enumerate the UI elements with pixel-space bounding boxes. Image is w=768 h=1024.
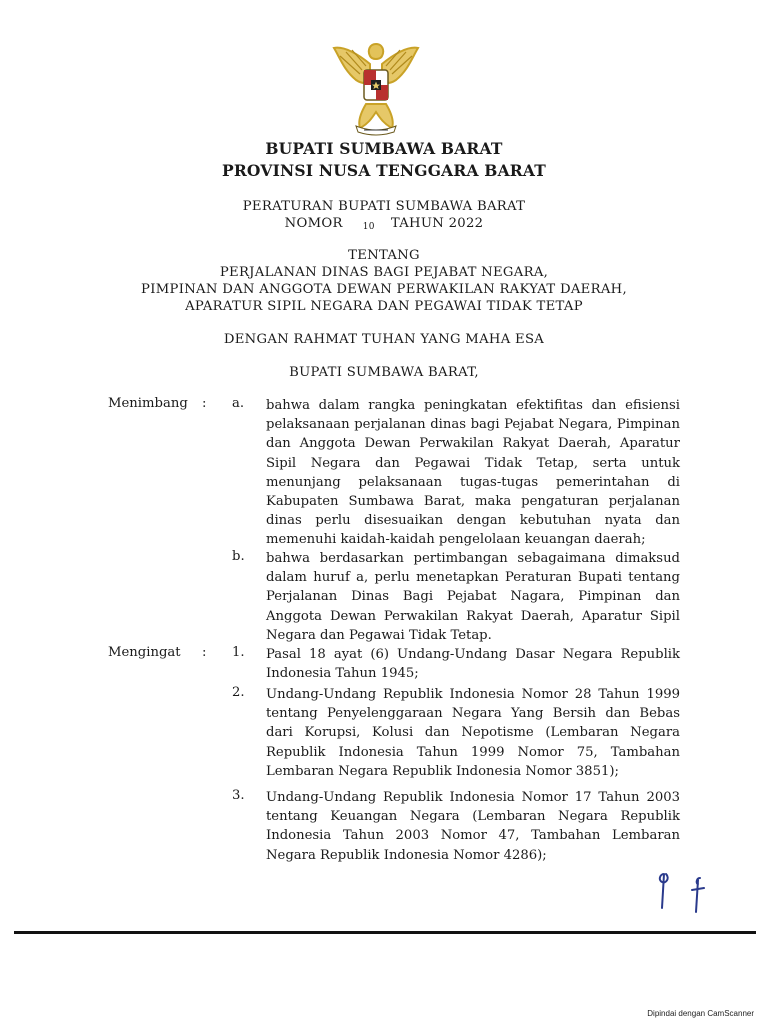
- menimbang-colon: :: [202, 396, 207, 411]
- nomor-value: 10: [362, 222, 375, 232]
- regulation-title: PERATURAN BUPATI SUMBAWA BARAT: [242, 199, 526, 214]
- mengingat-label: Mengingat: [108, 645, 181, 660]
- subject-line-1: PERJALANAN DINAS BAGI PEJABAT NEGARA,: [219, 265, 549, 280]
- mengingat-marker-3: 3.: [232, 788, 245, 803]
- mengingat-marker-1: 1.: [232, 645, 245, 660]
- rahmat-line: DENGAN RAHMAT TUHAN YANG MAHA ESA: [223, 332, 545, 347]
- subject-line-2: PIMPINAN DAN ANGGOTA DEWAN PERWAKILAN RAKYAT DAERAH,: [141, 282, 627, 297]
- mengingat-item-2: Undang-Undang Republik Indonesia Nomor 28 Tahun 1999 tentang Penyelenggaraan Negara Yang Bersih dan Bebas dari Korupsi, Kolusi dan Nepotisme (Lembaran Negara Republik Indonesia Tahun 1999 Nomor 75, Tambahan Lembaran Negara Republik Indonesia Nomor 3851);: [266, 687, 680, 779]
- menimbang-marker-b: b.: [232, 549, 245, 564]
- mengingat-item-3: Undang-Undang Republik Indonesia Nomor 17 Tahun 2003 tentang Keuangan Negara (Lembaran Negara Republik Indonesia Tahun 2003 Nomor 47, Tambahan Lembaran Negara Republik Indonesia Nomor 4286);: [266, 790, 680, 863]
- mengingat-marker-2: 2.: [232, 685, 245, 700]
- subject-line-3: APARATUR SIPIL NEGARA DAN PEGAWAI TIDAK TETAP: [185, 299, 583, 314]
- bupati-line: BUPATI SUMBAWA BARAT,: [289, 365, 479, 380]
- menimbang-item-a: bahwa dalam rangka peningkatan efektifitas dan efisiensi pelaksanaan perjalanan dinas bagi Pejabat Negara, Pimpinan dan Anggota Dewan Perwakilan Rakyat Daerah, Aparatur Sipil Negara dan Pegawai Tidak Tetap, serta untuk menunjang pelaksanaan tugas-tugas pemerintahan di Kabupaten Sumbawa Barat, maka pengaturan perjalanan dinas perlu disesuaikan dengan kebutuhan nyata dan memenuhi kaidah-kaidah pengelolaan keuangan daerah;: [266, 398, 680, 548]
- menimbang-marker-a: a.: [232, 396, 245, 411]
- mengingat-item-1: Pasal 18 ayat (6) Undang-Undang Dasar Negara Republik Indonesia Tahun 1945;: [266, 647, 680, 682]
- nomor-label: NOMOR: [284, 216, 343, 231]
- mengingat-colon: :: [202, 645, 207, 660]
- tahun-label: TAHUN 2022: [390, 216, 484, 231]
- menimbang-item-b: bahwa berdasarkan pertimbangan sebagaimana dimaksud dalam huruf a, perlu menetapkan Peraturan Bupati tentang Perjalanan Dinas Bagi Pejabat Nagara, Pimpinan dan Anggota Dewan Perwakilan Rakyat Daerah, Aparatur Sipil Negara dan Pegawai Tidak Tetap.: [266, 551, 680, 643]
- tentang-label: TENTANG: [348, 248, 420, 263]
- scanner-watermark: Dipindai dengan CamScanner: [647, 1009, 754, 1018]
- regulation-number-line: [0, 216, 768, 231]
- menimbang-label: Menimbang: [108, 396, 188, 411]
- header-line-2: PROVINSI NUSA TENGGARA BARAT: [222, 161, 546, 180]
- garuda-emblem-icon: [330, 34, 422, 138]
- header-line-1: BUPATI SUMBAWA BARAT: [265, 139, 503, 158]
- initials-signature-icon: [652, 868, 722, 918]
- page-bottom-rule: [14, 931, 756, 934]
